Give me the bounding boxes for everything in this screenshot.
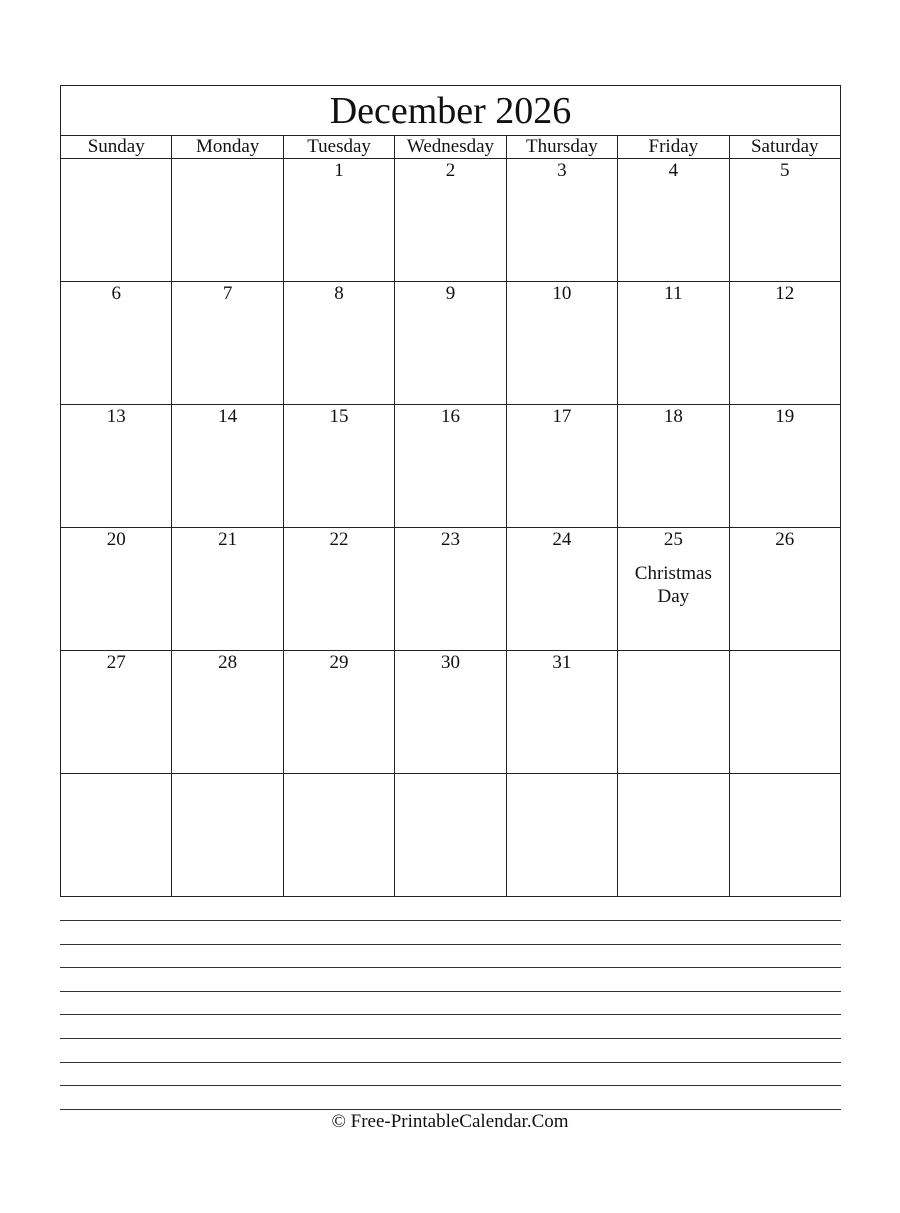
day-number: 17 bbox=[552, 406, 572, 427]
week-row bbox=[61, 651, 841, 774]
day-cell bbox=[618, 405, 729, 528]
day-cell bbox=[506, 651, 617, 774]
day-cell bbox=[395, 774, 506, 897]
week-row bbox=[61, 159, 841, 282]
day-cell bbox=[61, 282, 172, 405]
day-cell bbox=[61, 159, 172, 282]
note-line bbox=[60, 1085, 841, 1086]
day-number: 7 bbox=[222, 283, 233, 304]
note-line bbox=[60, 920, 841, 921]
day-cell bbox=[283, 774, 394, 897]
day-cell bbox=[172, 528, 283, 651]
day-number: 10 bbox=[552, 283, 572, 304]
day-cell bbox=[729, 159, 840, 282]
day-number: 29 bbox=[329, 652, 349, 673]
day-number: 25 bbox=[663, 529, 683, 550]
day-cell bbox=[729, 282, 840, 405]
day-cell bbox=[618, 282, 729, 405]
day-number: 30 bbox=[440, 652, 460, 673]
week-row bbox=[61, 528, 841, 651]
day-number: 31 bbox=[552, 652, 572, 673]
day-cell bbox=[395, 159, 506, 282]
day-cell bbox=[395, 651, 506, 774]
day-cell bbox=[172, 405, 283, 528]
day-number: 11 bbox=[664, 283, 683, 304]
day-number: 18 bbox=[663, 406, 683, 427]
day-cell bbox=[283, 159, 394, 282]
week-row bbox=[61, 282, 841, 405]
day-cell bbox=[506, 282, 617, 405]
day-number: 22 bbox=[329, 529, 349, 550]
day-cell bbox=[395, 528, 506, 651]
note-line bbox=[60, 1014, 841, 1015]
day-cell bbox=[395, 282, 506, 405]
note-line bbox=[60, 944, 841, 945]
week-row bbox=[61, 405, 841, 528]
day-cell bbox=[506, 159, 617, 282]
day-number: 13 bbox=[106, 406, 126, 427]
month-title: December 2026 bbox=[61, 86, 841, 136]
day-cell bbox=[283, 651, 394, 774]
weekday-header-row bbox=[61, 136, 841, 159]
holiday-label: Christmas Day bbox=[634, 563, 712, 607]
day-cell bbox=[61, 774, 172, 897]
weekday-monday: Monday bbox=[172, 136, 283, 159]
day-number: 24 bbox=[552, 529, 572, 550]
day-cell bbox=[506, 774, 617, 897]
note-line bbox=[60, 1038, 841, 1039]
day-cell bbox=[172, 282, 283, 405]
day-cell bbox=[283, 405, 394, 528]
weekday-saturday: Saturday bbox=[729, 136, 840, 159]
day-cell bbox=[618, 774, 729, 897]
note-line bbox=[60, 967, 841, 968]
note-line bbox=[60, 991, 841, 992]
calendar-weeks bbox=[61, 159, 841, 897]
day-cell bbox=[61, 651, 172, 774]
day-cell bbox=[729, 528, 840, 651]
day-cell bbox=[506, 405, 617, 528]
copyright-footer: © Free-PrintableCalendar.Com bbox=[331, 1111, 569, 1132]
day-number: 27 bbox=[106, 652, 126, 673]
day-number: 20 bbox=[106, 529, 126, 550]
day-number: 16 bbox=[440, 406, 460, 427]
day-cell bbox=[283, 528, 394, 651]
day-cell bbox=[729, 774, 840, 897]
day-number: 23 bbox=[440, 529, 460, 550]
day-number: 3 bbox=[557, 160, 567, 181]
day-cell bbox=[618, 159, 729, 282]
weekday-thursday: Thursday bbox=[506, 136, 617, 159]
weekday-friday: Friday bbox=[618, 136, 729, 159]
day-number: 15 bbox=[329, 406, 349, 427]
day-number: 8 bbox=[334, 283, 344, 304]
day-cell bbox=[395, 405, 506, 528]
weekday-wednesday: Wednesday bbox=[395, 136, 506, 159]
day-number: 2 bbox=[445, 160, 456, 181]
calendar-grid bbox=[60, 85, 841, 897]
day-number: 1 bbox=[334, 160, 344, 181]
day-cell bbox=[172, 651, 283, 774]
day-cell bbox=[618, 651, 729, 774]
day-cell bbox=[61, 528, 172, 651]
weekday-sunday: Sunday bbox=[61, 136, 172, 159]
day-cell bbox=[729, 651, 840, 774]
day-cell bbox=[172, 159, 283, 282]
day-cell bbox=[61, 405, 172, 528]
day-number: 5 bbox=[780, 160, 790, 181]
day-number: 9 bbox=[445, 283, 456, 304]
note-line bbox=[60, 1109, 841, 1110]
notes-area bbox=[60, 920, 841, 1132]
day-number: 4 bbox=[668, 160, 679, 181]
day-number: 6 bbox=[111, 283, 121, 304]
day-cell bbox=[506, 528, 617, 651]
day-number: 12 bbox=[775, 283, 795, 304]
day-number: 14 bbox=[218, 406, 238, 427]
day-number: 19 bbox=[775, 406, 795, 427]
day-cell bbox=[283, 282, 394, 405]
day-number: 26 bbox=[775, 529, 795, 550]
day-number: 21 bbox=[218, 529, 238, 550]
day-cell bbox=[618, 528, 729, 651]
day-number: 28 bbox=[218, 652, 238, 673]
week-row bbox=[61, 774, 841, 897]
day-cell bbox=[729, 405, 840, 528]
note-line bbox=[60, 1062, 841, 1063]
day-cell bbox=[172, 774, 283, 897]
weekday-tuesday: Tuesday bbox=[283, 136, 394, 159]
